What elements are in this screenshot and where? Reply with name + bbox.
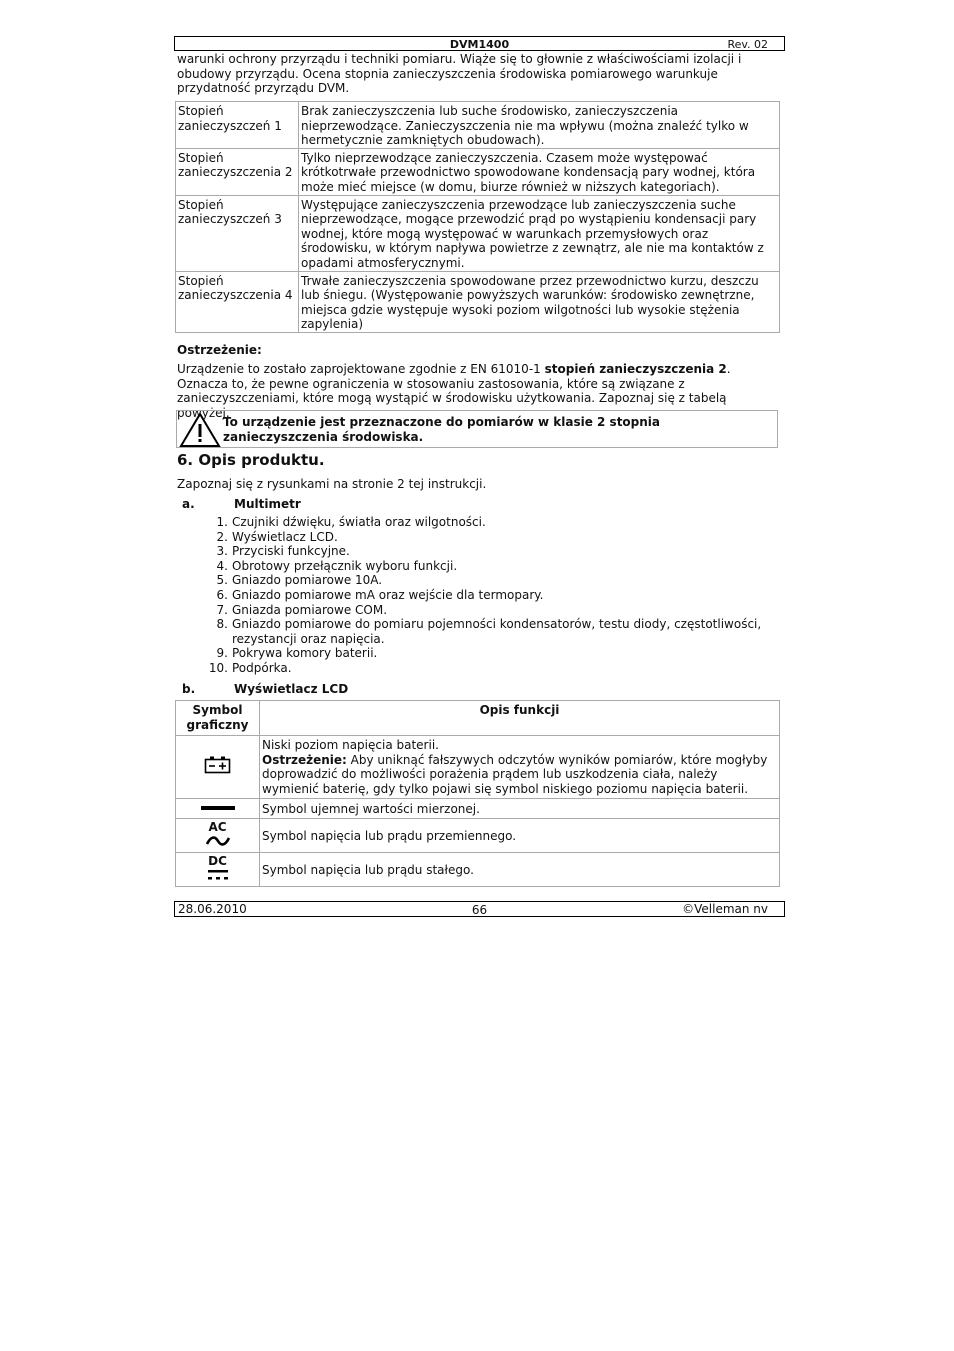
subsection-letter: a. xyxy=(182,497,195,511)
section-intro: Zapoznaj się z rysunkami na stronie 2 tej instrukcji. xyxy=(177,477,487,491)
list-item xyxy=(200,530,780,545)
pollution-desc: Trwałe zanieczyszczenia spowodowane przez przewodnictwo kurzu, deszczu lub śniegu. (Występowanie powyższych warunków: środowisko zewnętrzne, miejsca gdzie występuje wysoki poziom wilgotności lub wysokie stężenia zapylenia) xyxy=(299,271,780,332)
column-header-symbol: Symbol graficzny xyxy=(176,701,260,736)
list-item xyxy=(200,617,780,646)
ac-label: AC xyxy=(208,820,227,835)
list-number: 2. xyxy=(216,529,228,544)
table-header-row xyxy=(176,701,780,736)
list-item xyxy=(200,588,780,603)
list-number: 3. xyxy=(216,544,228,559)
low-battery-warning: Aby uniknąć fałszywych odczytów wyników pomiarów, które mogłyby doprowadzić do możliwości porażenia prądem lub uszkodzenia ciała, należy wymienić baterię, gdy tylko pojawi się symbol niskiego poziomu napięcia baterii. xyxy=(262,752,768,796)
list-text: Gniazdo pomiarowe do pomiaru pojemności kondensatorów, testu diody, częstotliwości, rezystancji oraz napięcia. xyxy=(232,617,762,646)
header-model: DVM1400 xyxy=(449,38,510,51)
list-item xyxy=(200,603,780,618)
footer-copyright: ©Velleman nv xyxy=(682,902,768,916)
pollution-degree-table xyxy=(175,101,780,333)
table-row xyxy=(176,271,780,332)
list-text: Gniazda pomiarowe COM. xyxy=(232,602,388,617)
list-number: 9. xyxy=(216,646,228,661)
dc-icon xyxy=(207,869,229,881)
table-row xyxy=(176,799,780,819)
list-item xyxy=(200,646,780,661)
list-number: 8. xyxy=(216,617,228,632)
low-battery-text: Niski poziom napięcia baterii. xyxy=(262,738,439,752)
subsection-a xyxy=(182,497,301,512)
table-row xyxy=(176,819,780,853)
caution-text: To urządzenie jest przeznaczone do pomiarów w klasie 2 stopnia zanieczyszczenia środowiska. xyxy=(223,415,661,444)
pollution-desc: Występujące zanieczyszczenia przewodzące lub zanieczyszczenia suche nieprzewodzące, mogące przewodzić prąd po wystąpieniu kondensacji pary wodnej, które mogą występować w warunkach przemysłowych oraz środowisku, w którym napływa powietrze z zewnątrz, ale nie ma kontaktów z opadami atmosferycznymi. xyxy=(299,195,780,271)
header-revision: Rev. 02 xyxy=(727,38,768,51)
parts-list xyxy=(200,515,780,676)
pollution-desc: Tylko nieprzewodzące zanieczyszczenia. Czasem może występować krótkotrwałe przewodnictwo spowodowane kondensacją pary wodnej, która może mieć miejsce (w domu, biurze również w niższych kategoriach). xyxy=(299,148,780,195)
subsection-b xyxy=(182,682,349,697)
description-cell: Symbol ujemnej wartości mierzonej. xyxy=(260,799,780,819)
list-number: 6. xyxy=(216,587,228,602)
subsection-title: Multimetr xyxy=(234,497,301,511)
list-item xyxy=(200,515,780,530)
lcd-symbol-table xyxy=(175,700,780,887)
pollution-level: Stopień zanieczyszczeń 3 xyxy=(176,195,299,271)
list-number: 10. xyxy=(208,660,228,675)
list-number: 4. xyxy=(216,558,228,573)
symbol-cell xyxy=(176,799,260,819)
warning-text-part: Urządzenie to zostało zaprojektowane zgodnie z EN 61010-1 xyxy=(177,362,545,376)
footer-date: 28.06.2010 xyxy=(178,902,247,916)
list-text: Wyświetlacz LCD. xyxy=(232,529,338,544)
list-item xyxy=(200,544,780,559)
intro-paragraph: warunki ochrony przyrządu i techniki pomiaru. Wiąże się to głownie z właściwościami izolacji i obudowy przyrządu. Ocena stopnia zanieczyszczenia środowiska pomiarowego warunkuje przydatność przyrządu DVM. xyxy=(177,52,742,96)
list-text: Gniazdo pomiarowe mA oraz wejście dla termopary. xyxy=(232,587,544,602)
warning-text-part: . Oznacza to, że pewne ograniczenia w stosowaniu zastosowania, które są związane z zanieczyszczeniami, które mogą wystąpić w środowisku użytkowania. Zapoznaj się z tabelą powyżej. xyxy=(177,362,731,420)
ac-wave-icon xyxy=(205,835,231,847)
list-item xyxy=(200,661,780,676)
description-cell: Symbol napięcia lub prądu stałego. xyxy=(260,853,780,887)
list-number: 5. xyxy=(216,573,228,588)
list-item xyxy=(200,559,780,574)
table-row xyxy=(176,102,780,149)
table-row xyxy=(176,195,780,271)
description-cell xyxy=(260,736,780,799)
table-row xyxy=(176,736,780,799)
page-footer xyxy=(174,901,785,917)
section-title: 6. Opis produktu. xyxy=(177,451,325,469)
caution-box xyxy=(176,410,778,448)
list-text: Obrotowy przełącznik wyboru funkcji. xyxy=(232,558,458,573)
pollution-level: Stopień zanieczyszczenia 2 xyxy=(176,148,299,195)
pollution-level: Stopień zanieczyszczeń 1 xyxy=(176,102,299,149)
subsection-letter: b. xyxy=(182,682,196,696)
warning-label: Ostrzeżenie: xyxy=(262,752,347,767)
symbol-cell xyxy=(176,853,260,887)
warning-heading: Ostrzeżenie: xyxy=(177,343,262,357)
description-cell: Symbol napięcia lub prądu przemiennego. xyxy=(260,819,780,853)
symbol-cell xyxy=(176,736,260,799)
list-text: Czujniki dźwięku, światła oraz wilgotności. xyxy=(232,515,486,529)
list-item xyxy=(200,573,780,588)
battery-icon xyxy=(204,756,232,774)
symbol-cell xyxy=(176,819,260,853)
page-header xyxy=(174,36,785,51)
warning-triangle-icon xyxy=(179,412,221,448)
pollution-level: Stopień zanieczyszczenia 4 xyxy=(176,271,299,332)
dc-label: DC xyxy=(208,854,227,869)
pollution-desc: Brak zanieczyszczenia lub suche środowisko, zanieczyszczenia nieprzewodzące. Zanieczyszczenia nie ma wpływu (można znaleźć tylko w hermetycznie zamkniętych obudowach). xyxy=(299,102,780,149)
list-text: Pokrywa komory baterii. xyxy=(232,646,378,661)
table-row xyxy=(176,853,780,887)
list-text: Przyciski funkcyjne. xyxy=(232,544,350,559)
list-number: 1. xyxy=(216,515,228,529)
subsection-title: Wyświetlacz LCD xyxy=(234,682,349,696)
list-text: Podpórka. xyxy=(232,660,292,675)
list-number: 7. xyxy=(216,602,228,617)
minus-icon xyxy=(201,804,235,812)
column-header-description: Opis funkcji xyxy=(260,701,780,736)
warning-text-bold: stopień zanieczyszczenia 2 xyxy=(544,362,727,376)
table-row xyxy=(176,148,780,195)
list-text: Gniazdo pomiarowe 10A. xyxy=(232,573,383,588)
footer-page-number: 66 xyxy=(471,903,488,917)
